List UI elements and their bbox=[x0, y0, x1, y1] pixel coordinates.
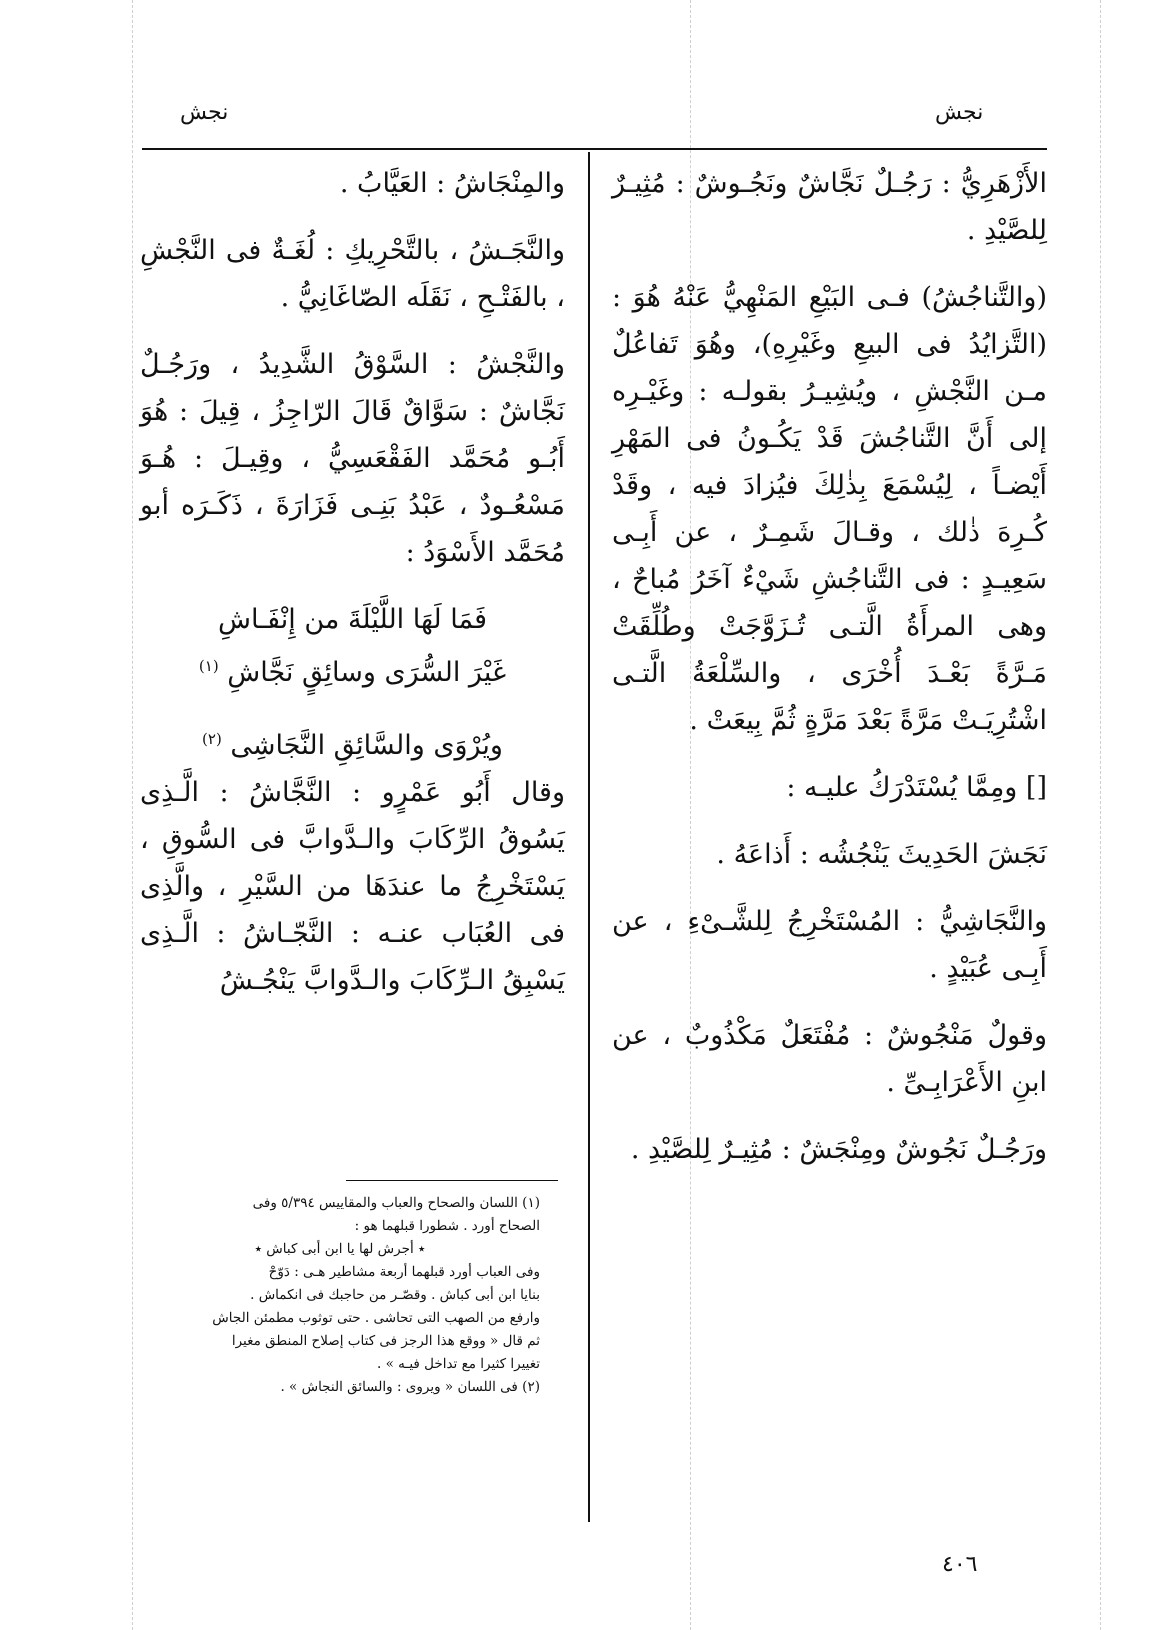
variant-reading bbox=[140, 716, 565, 769]
footnote-line: بنايا ابن أبى كباش . وقصّـر من حاجبك فى انكماش . bbox=[250, 1287, 540, 1303]
entry-paragraph: والنَّجَاشِيُّ : المُسْتَخْرِجُ لِلشَّـىْءِ ، عن أَبِـى عُبَيْدٍ . bbox=[612, 906, 1047, 984]
footnote-line bbox=[140, 1192, 540, 1215]
variant-text: ويُرْوَى والسَّائِقِ النَّجَاشِى bbox=[230, 730, 503, 761]
entry-paragraph: نَجَشَ الحَدِيثَ يَنْجُشُه : أَذاعَهُ . bbox=[716, 839, 1047, 870]
footnote-text: اللسان والصحاح والعباب والمقاييس ٥/٣٩٤ وفى bbox=[252, 1195, 518, 1211]
scan-guide-line bbox=[132, 0, 133, 1630]
footnote-number: (٢) bbox=[522, 1379, 540, 1395]
entry-paragraph: وقال أَبُو عَمْرٍو : النَّجَّاشُ : الَّـذِى يَسُوقُ الرِّكَابَ والـدَّوابَّ فى السُّوقِ ، يَسْتَخْرِجُ ما عندَهَا من السَّيْرِ ، والَّذِى فى العُبَاب عنـه : النَّجّـاشُ : الَّـذِى يَسْبِقُ الـرِّكَابَ والـدَّوابَّ يَنْجُـشُ bbox=[140, 777, 565, 996]
footnote-line: ٭ أجرش لها يا ابن أبى كباش ٭ bbox=[254, 1241, 426, 1257]
addendum-heading: [] ومِمَّا يُسْتَدْرَكُ عليـه : bbox=[786, 772, 1047, 803]
page-number: ٤٠٦ bbox=[942, 1552, 978, 1577]
entry-paragraph: ورَجُـلٌ نَجُوشٌ ومِنْجَشٌ : مُثِيـرٌ لِلصَّيْدِ . bbox=[630, 1134, 1047, 1165]
footnote-line: الصحاح أورد . شطورا قبلهما هو : bbox=[354, 1218, 540, 1234]
entry-paragraph: والنَّجَـشُ ، بالتَّحْرِيكِ : لُغَـةٌ فى النَّجْشِ ، بالفَتْـحِ ، نَقَلَه الصّاغَانِيُّ . bbox=[140, 235, 565, 313]
entry-paragraph: والنَّجْشُ : السَّوْقُ الشَّدِيدُ ، ورَجُـلٌ نَجَّاشٌ : سَوَّاقٌ قَالَ الرّاجِزُ ، قِيلَ : هُوَ أَبُـو مُحَمَّد الفَقْعَسِيُّ ، وقِيـلَ : هُـوَ مَسْعُـودٌ ، عَبْدُ بَنِـى فَزَارَةَ ، ذَكَـرَه أبو مُحَمَّد الأَسْوَدُ : bbox=[140, 349, 565, 568]
footnote-line: وفى العباب أورد قبلهما أربعة مشاطير هـى : دَوّحْ bbox=[268, 1264, 540, 1280]
footnote-line: ثم قال « ووقع هذا الرجز فى كتاب إصلاح المنطق مغيرا bbox=[231, 1333, 540, 1349]
entry-paragraph: (والتَّناجُشُ) فـى البَيْعِ المَنْهِيُّ عَنْهُ هُوَ : (التَّزايُدُ فى البيعِ وغَيْرِهِ)، وهُوَ تَفاعُلٌ مـن النَّجْشِ ، ويُشِيـرُ بقولـه : وغَيْـرِه إلى أَنَّ التَّناجُشَ قَدْ يَكُـونُ فى المَهْرِ أَيْضـاً ، لِيُسْمَعَ بِذٰلِكَ فيُزادَ فيه ، وقَدْ كُـرِهَ ذٰلك ، وقـالَ شَمِـرٌ ، عن أَبِـى سَعِيـدٍ : فى التَّناجُشِ شَيْءٌ آخَرُ مُباحٌ ، وهى المرأَةُ الَّتـى تُـزَوَّجَتْ وطُلِّقَتْ مَـرَّةً بَعْـدَ أُخْرَى ، والسِّلْعَةُ الَّتـى اشْتُرِيَـتْ مَرَّةً بَعْدَ مَرَّةٍ ثُمَّ بِيعَتْ . bbox=[612, 282, 1047, 736]
scan-guide-line bbox=[1100, 0, 1101, 1630]
footnote-ref: (٢) bbox=[202, 730, 222, 748]
verse-text: غَيْرَ السُّرَى وسائِقٍ نَجَّاشِ bbox=[227, 657, 507, 688]
footnote-line bbox=[140, 1376, 540, 1399]
footnotes bbox=[140, 1192, 540, 1399]
verse-line: فَمَا لَهَا اللَّيْلَةَ من إِنْفَـاشِ bbox=[218, 604, 487, 635]
entry-paragraph: الأَزْهَرِيُّ : رَجُـلٌ نَجَّاشٌ ونَجُـوشٌ : مُثِيـرٌ لِلصَّيْدِ . bbox=[612, 168, 1047, 246]
column-divider bbox=[588, 152, 590, 1522]
entry-paragraph: والمِنْجَاشُ : العَيَّابُ . bbox=[339, 168, 565, 199]
entry-paragraph: وقولٌ مَنْجُوشٌ : مُفْتَعَلٌ مَكْذُوبٌ ، عن ابنِ الأَعْرَابِـىِّ . bbox=[612, 1020, 1047, 1098]
footnote-number: (١) bbox=[522, 1195, 540, 1211]
left-column bbox=[140, 160, 565, 1024]
running-head-left: نجش bbox=[180, 100, 229, 125]
footnote-line: وارفع من الصهب التى تحاشى . حتى توثوب مطمئن الجاش bbox=[212, 1310, 540, 1326]
footnote-text: فى اللسان « ويروى : والسائق النجاش » . bbox=[280, 1379, 518, 1395]
verse-line bbox=[140, 643, 565, 696]
footnote-ref: (١) bbox=[198, 657, 219, 675]
footnote-rule bbox=[346, 1180, 558, 1181]
footnote-line: تغييرا كثيرا مع تداخل فيـه » . bbox=[377, 1356, 540, 1372]
verse-block bbox=[140, 596, 565, 696]
right-column bbox=[612, 160, 1047, 1193]
header-rule bbox=[142, 148, 1047, 150]
running-head-right: نجش bbox=[935, 100, 984, 125]
